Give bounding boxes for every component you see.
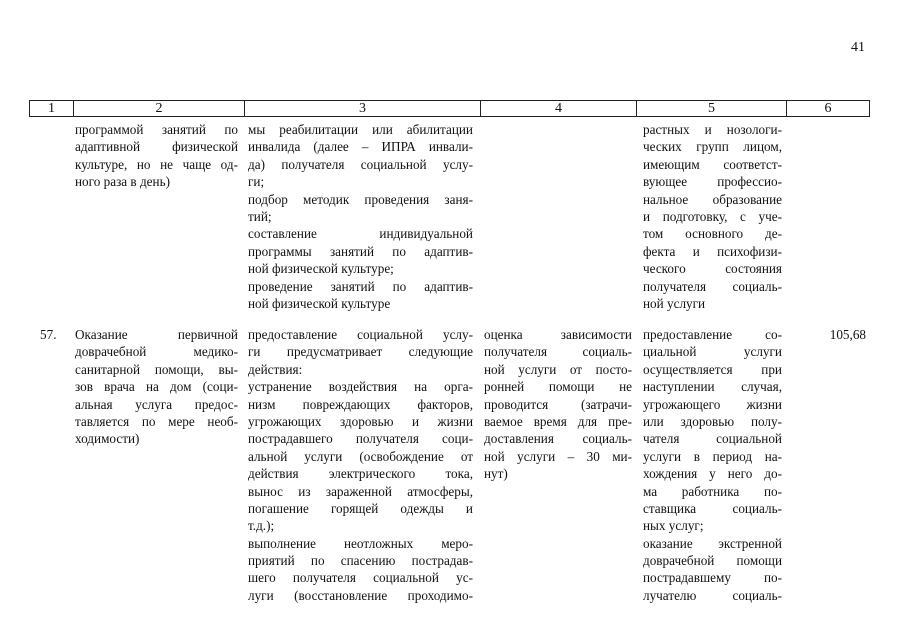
text-line: т.д.); (248, 518, 275, 534)
text-line: ной физической культуре; (248, 261, 394, 277)
text-line: получателя социаль- (484, 344, 632, 360)
table-header-row (29, 100, 870, 117)
text-line: программы занятий по адаптив- (248, 243, 473, 259)
text-line: мы реабилитации или абилитации (248, 122, 473, 137)
text-line: имеющим соответст- (643, 156, 782, 172)
block1-service-name (75, 121, 238, 191)
text-line: да) получателя социальной услу- (248, 156, 473, 172)
text-line: ги предусматривает следующие (248, 344, 473, 360)
text-line: программой занятий по (75, 122, 238, 137)
text-line: действия электрического тока, (248, 466, 473, 482)
text-line: вынос из зараженной атмосферы, (248, 483, 473, 499)
text-line: предоставление социальной услу- (248, 327, 473, 342)
text-line: адаптивной физической (75, 139, 238, 155)
text-line: том основного де- (643, 226, 782, 242)
text-line: зов врача на дом (соци- (75, 379, 238, 395)
text-line: угрожающего жизни (643, 396, 782, 412)
text-line: ных услуг; (643, 518, 704, 534)
text-line: или здоровью полу- (643, 413, 782, 429)
block1-service-conditions (643, 121, 782, 312)
text-line: составление индивидуальной (248, 226, 473, 242)
header-col-3: 3 (245, 101, 481, 116)
text-line: ги; (248, 174, 265, 190)
text-line: ной услуги от посто- (484, 361, 632, 377)
text-line: растных и нозологи- (643, 122, 782, 137)
text-line: низм повреждающих факторов, (248, 396, 473, 412)
text-line: погашение горящей одежды и (248, 500, 473, 516)
page-number: 41 (851, 40, 865, 55)
text-line: нальное образование (643, 191, 782, 207)
text-line: лучателю социаль- (643, 587, 782, 603)
text-line: нут) (484, 466, 508, 482)
text-line: наступлении случая, (643, 379, 782, 395)
header-col-6: 6 (824, 101, 832, 116)
header-col-1: 1 (30, 101, 74, 116)
text-line: пострадавшего получателя соци- (248, 431, 473, 447)
text-line: ронней помощи не (484, 379, 632, 395)
row57-service-description (248, 326, 473, 604)
text-line: циальной услуги (643, 344, 782, 360)
text-line: ческого состояния (643, 261, 782, 277)
text-line: альная услуга предос- (75, 396, 238, 412)
text-line: проведение занятий по адаптив- (248, 278, 473, 294)
header-col-2: 2 (74, 101, 245, 116)
text-line: ческих групп лицом, (643, 139, 782, 155)
row57-service-conditions (643, 326, 782, 604)
text-line: доврачебной медико- (75, 344, 238, 360)
text-line: выполнение неотложных меро- (248, 535, 473, 551)
text-line: подбор методик проведения заня- (248, 191, 473, 207)
text-line: культуре, но не чаще од- (75, 156, 238, 172)
text-line: вующее профессио- (643, 174, 782, 190)
text-line: приятий по спасению пострадав- (248, 553, 473, 569)
row57-dependency-assessment (484, 326, 632, 483)
text-line: санитарной помощи, вы- (75, 361, 238, 377)
block1-service-description (248, 121, 473, 312)
text-line: получателя социаль- (643, 278, 782, 294)
text-line: проводится (затрачи- (484, 396, 632, 412)
text-line: чателя социальной (643, 431, 782, 447)
text-line: альной услуги (освобождение от (248, 448, 473, 464)
text-line: шего получателя социальной ус- (248, 570, 473, 586)
text-line: и подготовку, с уче- (643, 208, 782, 224)
text-line: ной услуги (643, 295, 706, 311)
header-col-4: 4 (481, 101, 637, 116)
text-line: луги (восстановление проходимо- (248, 587, 473, 603)
text-line: ной услуги – 30 ми- (484, 448, 632, 464)
text-line: осуществляется при (643, 361, 782, 377)
text-line: ного раза в день) (75, 174, 170, 190)
text-line: оказание экстренной (643, 535, 782, 551)
row-number: 57. (40, 327, 57, 342)
text-line: оценка зависимости (484, 327, 632, 342)
text-line: ставщика социаль- (643, 500, 782, 516)
text-line: хождения у него до- (643, 466, 782, 482)
text-line: тавляется по мере необ- (75, 413, 238, 429)
text-line: инвалида (далее – ИПРА инвали- (248, 139, 473, 155)
text-line: ма работника по- (643, 483, 782, 499)
row57-service-name (75, 326, 238, 448)
row57-price: 105,68 (829, 327, 866, 342)
text-line: ваемое время для пре- (484, 413, 632, 429)
text-line: действия: (248, 361, 303, 377)
text-line: ной физической культуре (248, 295, 391, 311)
text-line: Оказание первичной (75, 327, 238, 342)
text-line: доврачебной помощи (643, 553, 782, 569)
text-line: доставления социаль- (484, 431, 632, 447)
text-line: предоставление со- (643, 327, 782, 342)
text-line: ходимости) (75, 431, 140, 447)
text-line: устранение воздействия на орга- (248, 379, 473, 395)
text-line: услуги в период на- (643, 448, 782, 464)
header-col-5: 5 (637, 101, 787, 116)
text-line: фекта и психофизи- (643, 243, 782, 259)
text-line: пострадавшему по- (643, 570, 782, 586)
text-line: угрожающих здоровью и жизни (248, 413, 473, 429)
text-line: тий; (248, 208, 272, 224)
